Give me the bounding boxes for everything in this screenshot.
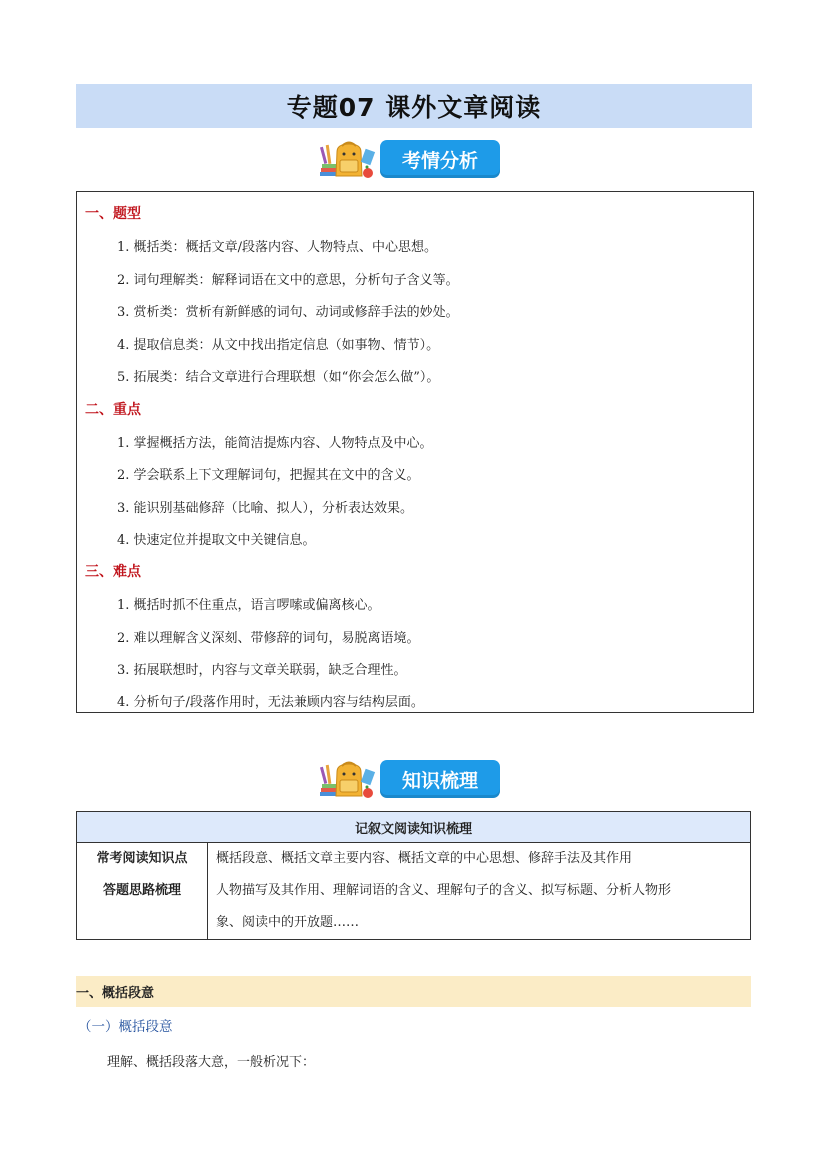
school-bag-icon bbox=[318, 138, 376, 180]
section-heading-types: 一、题型 bbox=[85, 206, 141, 222]
list-item: 4. 快速定位并提取文中关键信息。 bbox=[117, 533, 316, 548]
list-item: 2. 难以理解含义深刻、带修辞的词句，易脱离语境。 bbox=[117, 631, 420, 646]
table-header: 记叙文阅读知识梳理 bbox=[77, 812, 751, 843]
section-heading-bar bbox=[76, 976, 751, 1007]
list-item: 1. 掌握概括方法，能简洁提炼内容、人物特点及中心。 bbox=[117, 436, 433, 451]
list-item: 3. 能识别基础修辞（比喻、拟人），分析表达效果。 bbox=[117, 501, 414, 516]
knowledge-badge bbox=[318, 758, 500, 800]
subsection-heading: （一）概括段意 bbox=[78, 1019, 173, 1035]
table-text-line: 人物描写及其作用、理解词语的含义、理解句子的含义、拟写标题、分析人物形 bbox=[216, 883, 672, 898]
left-label: 答题思路梳理 bbox=[102, 883, 181, 898]
table-right-cell bbox=[208, 843, 751, 940]
school-bag-icon bbox=[318, 758, 376, 800]
table-left-cell bbox=[77, 843, 208, 940]
list-item: 1. 概括类：概括文章/段落内容、人物特点、中心思想。 bbox=[117, 240, 437, 255]
list-item: 4. 提取信息类：从文中找出指定信息（如事物、情节）。 bbox=[117, 338, 440, 353]
list-item: 4. 分析句子/段落作用时，无法兼顾内容与结构层面。 bbox=[117, 695, 424, 710]
paragraph: 理解、概括段落大意，一般析况下： bbox=[107, 1055, 316, 1070]
list-item: 3. 拓展联想时，内容与文章关联弱，缺乏合理性。 bbox=[117, 663, 407, 678]
section-heading: 一、概括段意 bbox=[76, 986, 155, 1001]
knowledge-table bbox=[76, 811, 751, 940]
page-title: 专题07 课外文章阅读 bbox=[286, 93, 542, 122]
left-label: 常考阅读知识点 bbox=[96, 851, 188, 866]
knowledge-label: 知识梳理 bbox=[380, 760, 500, 798]
list-item: 2. 词句理解类：解释词语在文中的意思，分析句子含义等。 bbox=[117, 273, 459, 288]
list-item: 3. 赏析类：赏析有新鲜感的词句、动词或修辞手法的妙处。 bbox=[117, 305, 459, 320]
table-text-line: 象、阅读中的开放题…… bbox=[216, 915, 360, 930]
table-text-line: 概括段意、概括文章主要内容、概括文章的中心思想、修辞手法及其作用 bbox=[216, 851, 633, 866]
list-item: 1. 概括时抓不住重点，语言啰嗦或偏离核心。 bbox=[117, 598, 381, 613]
exam-analysis-box bbox=[76, 191, 754, 713]
title-banner bbox=[76, 84, 752, 128]
section-heading-key-points: 二、重点 bbox=[85, 402, 141, 418]
analysis-label: 考情分析 bbox=[380, 140, 500, 178]
list-item: 2. 学会联系上下文理解词句，把握其在文中的含义。 bbox=[117, 468, 420, 483]
list-item: 5. 拓展类：结合文章进行合理联想（如“你会怎么做”）。 bbox=[117, 370, 440, 385]
section-heading-difficulties: 三、难点 bbox=[85, 564, 141, 580]
analysis-badge bbox=[318, 138, 500, 180]
